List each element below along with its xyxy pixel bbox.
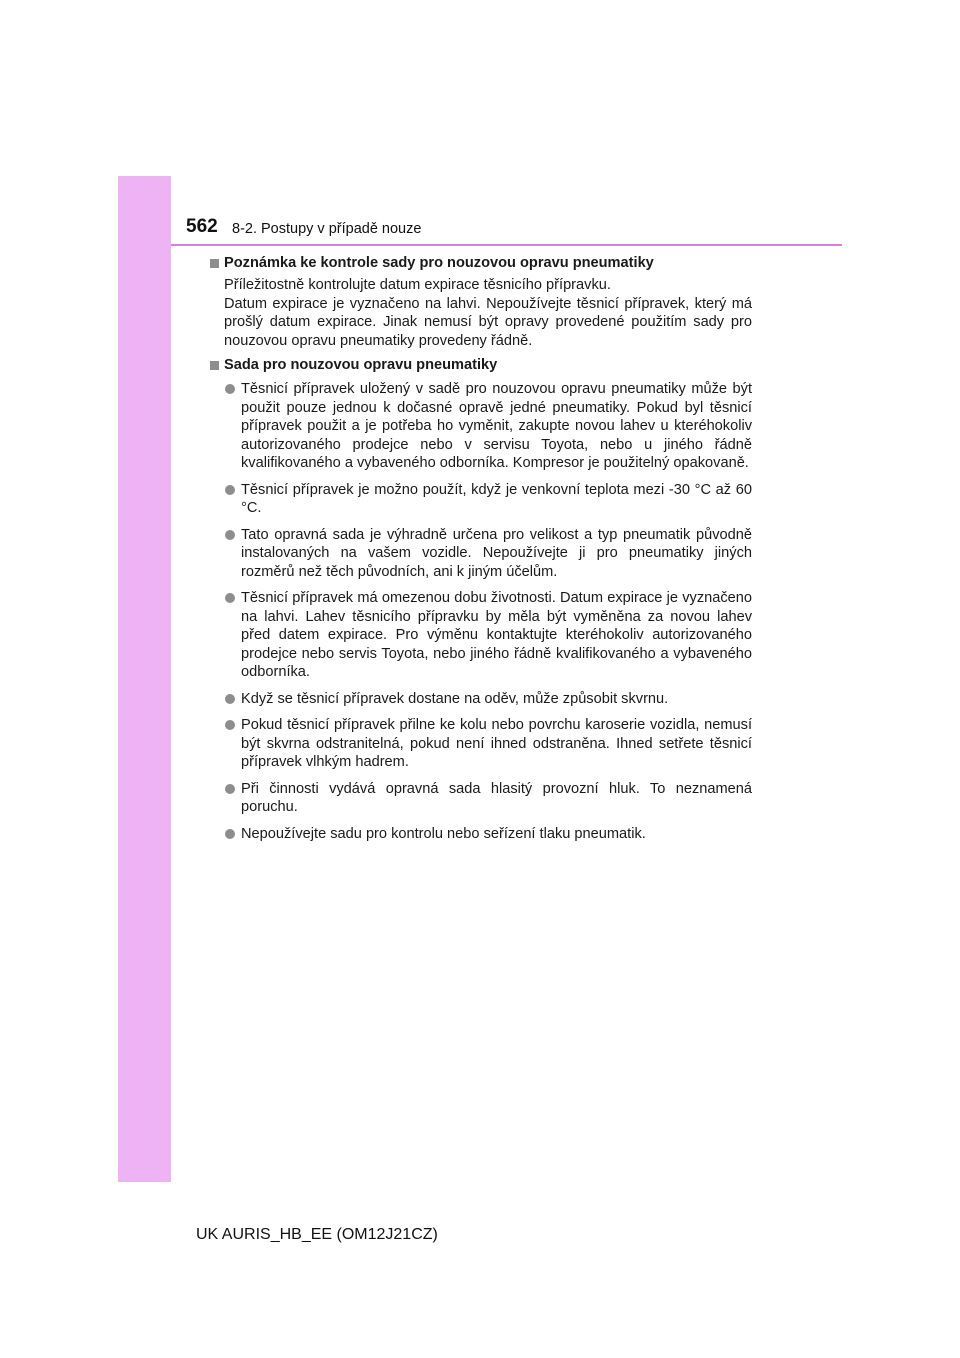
circle-bullet-icon <box>225 720 235 730</box>
square-bullet-icon <box>210 259 219 268</box>
note-line-2: Datum expirace je vyznačeno na lahvi. Nepoužívejte těsnicí přípravek, který má prošlý datum expirace. Jinak nemusí být opravy provedené použitím sady pro nouzovou opravu pneumatiky provedeny řádně. <box>224 295 752 349</box>
note-paragraph <box>224 276 752 350</box>
list-item <box>224 690 752 709</box>
note-line-1: Příležitostně kontrolujte datum expirace těsnicího přípravku. <box>224 277 611 293</box>
list-item-text: Pokud těsnicí přípravek přilne ke kolu nebo povrchu karoserie vozidla, nemusí být skvrna odstranitelná, pokud není ihned odstraněna. Ihned setřete těsnicí přípravek vlhkým hadrem. <box>241 717 752 770</box>
kit-heading <box>210 356 752 375</box>
list-item-text: Těsnicí přípravek je možno použít, když je venkovní teplota mezi -30 °C až 60 °C. <box>241 481 752 516</box>
note-heading <box>210 254 752 273</box>
circle-bullet-icon <box>225 829 235 839</box>
list-item-text: Při činnosti vydává opravná sada hlasitý provozní hluk. To neznamená poruchu. <box>241 780 752 815</box>
list-item <box>224 526 752 582</box>
header-divider <box>171 244 842 246</box>
square-bullet-icon <box>210 361 219 370</box>
circle-bullet-icon <box>225 593 235 603</box>
list-item-text: Nepoužívejte sadu pro kontrolu nebo seřízení tlaku pneumatik. <box>241 825 646 842</box>
list-item <box>224 825 752 844</box>
list-item-text: Těsnicí přípravek uložený v sadě pro nouzovou opravu pneumatiky může být použit pouze jednou k dočasné opravě jedné pneumatiky. Pokud byl těsnicí přípravek použit a je potřeba ho vyměnit, zakupte novou lahev u kteréhokoliv autorizovaného prodejce nebo v servisu Toyota, nebo u jiného řádně kvalifikovaného a vybaveného odborníka. Kompresor je použitelný opakovaně. <box>241 381 752 471</box>
section-title: 8-2. Postupy v případě nouze <box>232 221 422 237</box>
circle-bullet-icon <box>225 485 235 495</box>
circle-bullet-icon <box>225 384 235 394</box>
list-item <box>224 780 752 817</box>
page-number: 562 <box>186 216 218 237</box>
circle-bullet-icon <box>225 530 235 540</box>
list-item-text: Když se těsnicí přípravek dostane na oděv, může způsobit skvrnu. <box>241 690 669 707</box>
kit-heading-text: Sada pro nouzovou opravu pneumatiky <box>224 357 498 373</box>
circle-bullet-icon <box>225 784 235 794</box>
page-content <box>210 254 752 851</box>
list-item <box>224 380 752 473</box>
note-heading-text: Poznámka ke kontrole sady pro nouzovou opravu pneumatiky <box>224 255 654 271</box>
list-item <box>224 589 752 682</box>
list-item-text: Těsnicí přípravek má omezenou dobu životnosti. Datum expirace je vyznačeno na lahvi. Lahev těsnicího přípravku by měla být vyměněna za novou lahev před datem expirace. Pro výměnu kontaktujte kteréhokoliv autorizovaného prodejce nebo servis Toyota, nebo jiného řádně kvalifikovaného a vybaveného odborníka. <box>241 590 752 680</box>
list-item-text: Tato opravná sada je výhradně určena pro velikost a typ pneumatik původně instalovaných na vašem vozidle. Nepoužívejte ji pro pneumatiky jiných rozměrů než těch původních, ani k jiným účelům. <box>241 526 752 580</box>
list-item <box>224 481 752 518</box>
footer-code: UK AURIS_HB_EE (OM12J21CZ) <box>196 1226 438 1243</box>
list-item <box>224 716 752 772</box>
kit-bullet-list <box>210 380 752 843</box>
circle-bullet-icon <box>225 694 235 704</box>
sidebar-tab <box>118 176 171 1182</box>
